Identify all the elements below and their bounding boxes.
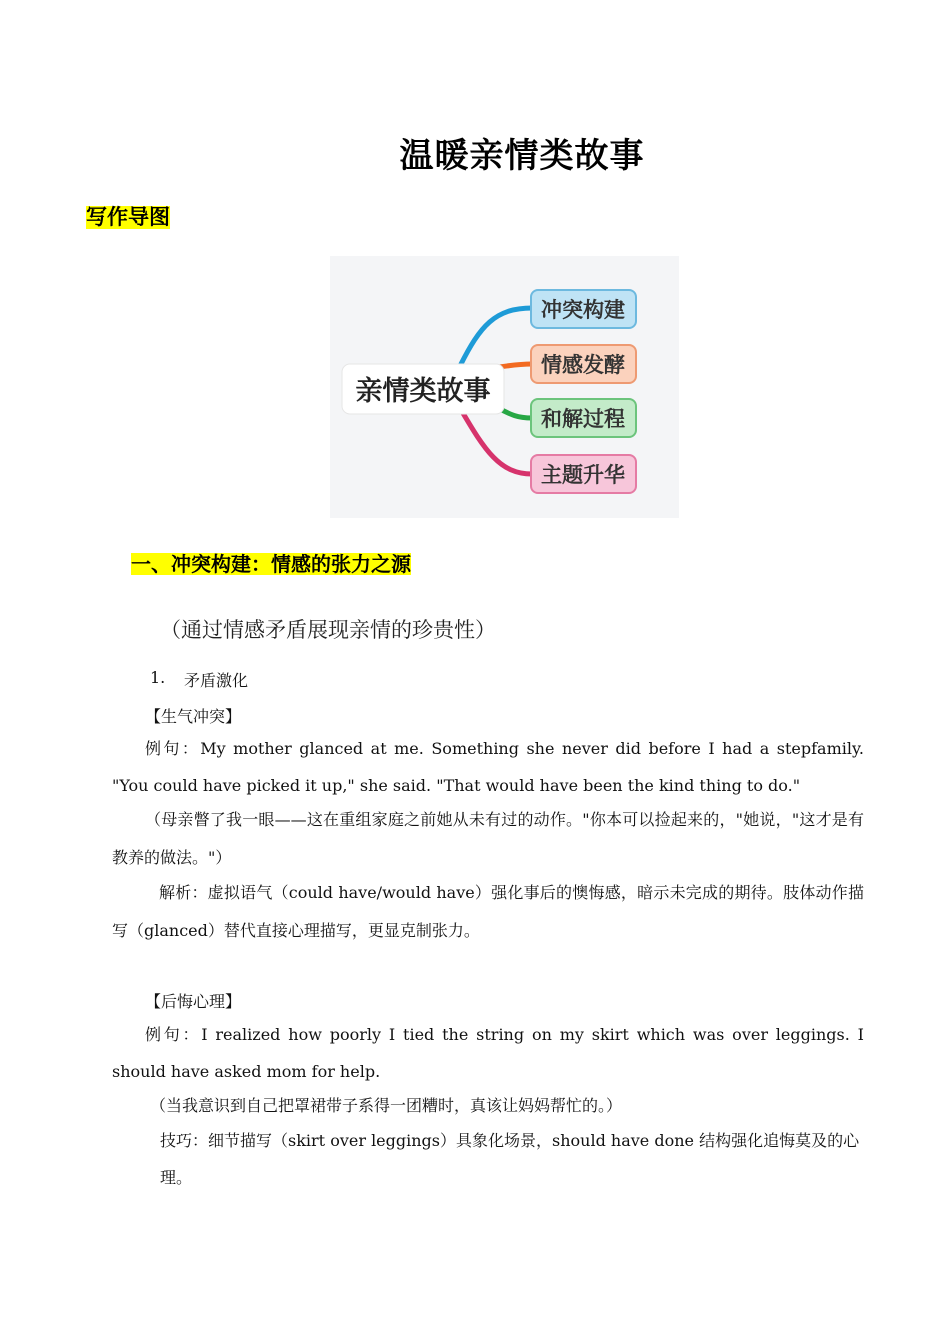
example-sentence-2	[112, 1016, 864, 1090]
section-heading-conflict: 一、冲突构建：情感的张力之源	[131, 552, 411, 576]
translation-1-text: （母亲瞥了我一眼——这在重组家庭之前她从未有过的动作。"你本可以捡起来的，"她说，"这才是有教养的做法。"）	[112, 810, 864, 867]
mindmap-svg	[330, 256, 679, 518]
analysis-1	[112, 874, 864, 950]
mindmap-branch-label-4: 主题升华	[541, 463, 625, 487]
translation-2: （当我意识到自己把罩裙带子系得一团糟时，真该让妈妈帮忙的。）	[150, 1096, 623, 1115]
list-item-label: 矛盾激化	[184, 671, 249, 690]
mindmap-branch-label-3: 和解过程	[541, 407, 625, 431]
mindmap-branch-label-2: 情感发酵	[541, 353, 625, 377]
example-sentence-1-text: 例句：My mother glanced at me. Something she never did before I had a stepfamily. "You could have picked it up," she said. "That would have been the kind thing to do."	[112, 739, 864, 795]
mindmap-branch-label-1: 冲突构建	[541, 298, 625, 322]
mindmap-diagram	[330, 256, 679, 518]
section-heading-writing-map: 写作导图	[86, 205, 170, 229]
tip-2: 技巧：细节描写（skirt over leggings）具象化场景，should have done 结构强化追悔莫及的心理。	[160, 1131, 860, 1187]
translation-1	[112, 801, 864, 877]
section-subtitle: （通过情感矛盾展现亲情的珍贵性）	[160, 618, 496, 642]
mindmap-center-label: 亲情类故事	[355, 376, 491, 407]
example-sentence-2-text: 例句：I realized how poorly I tied the string on my skirt which was over leggings. I should have asked mom for help.	[112, 1025, 864, 1081]
list-item-number: 1.	[150, 668, 166, 687]
analysis-1-text: 解析：虚拟语气（could have/would have）强化事后的懊悔感，暗示未完成的期待。肢体动作描写（glanced）替代直接心理描写，更显克制张力。	[112, 883, 864, 940]
tag-regret-mind: 【后悔心理】	[145, 992, 242, 1011]
example-sentence-1	[112, 730, 864, 804]
tag-anger-conflict: 【生气冲突】	[145, 707, 242, 726]
document-title: 温暖亲情类故事	[399, 136, 645, 176]
mindmap-connector-1	[460, 308, 532, 366]
